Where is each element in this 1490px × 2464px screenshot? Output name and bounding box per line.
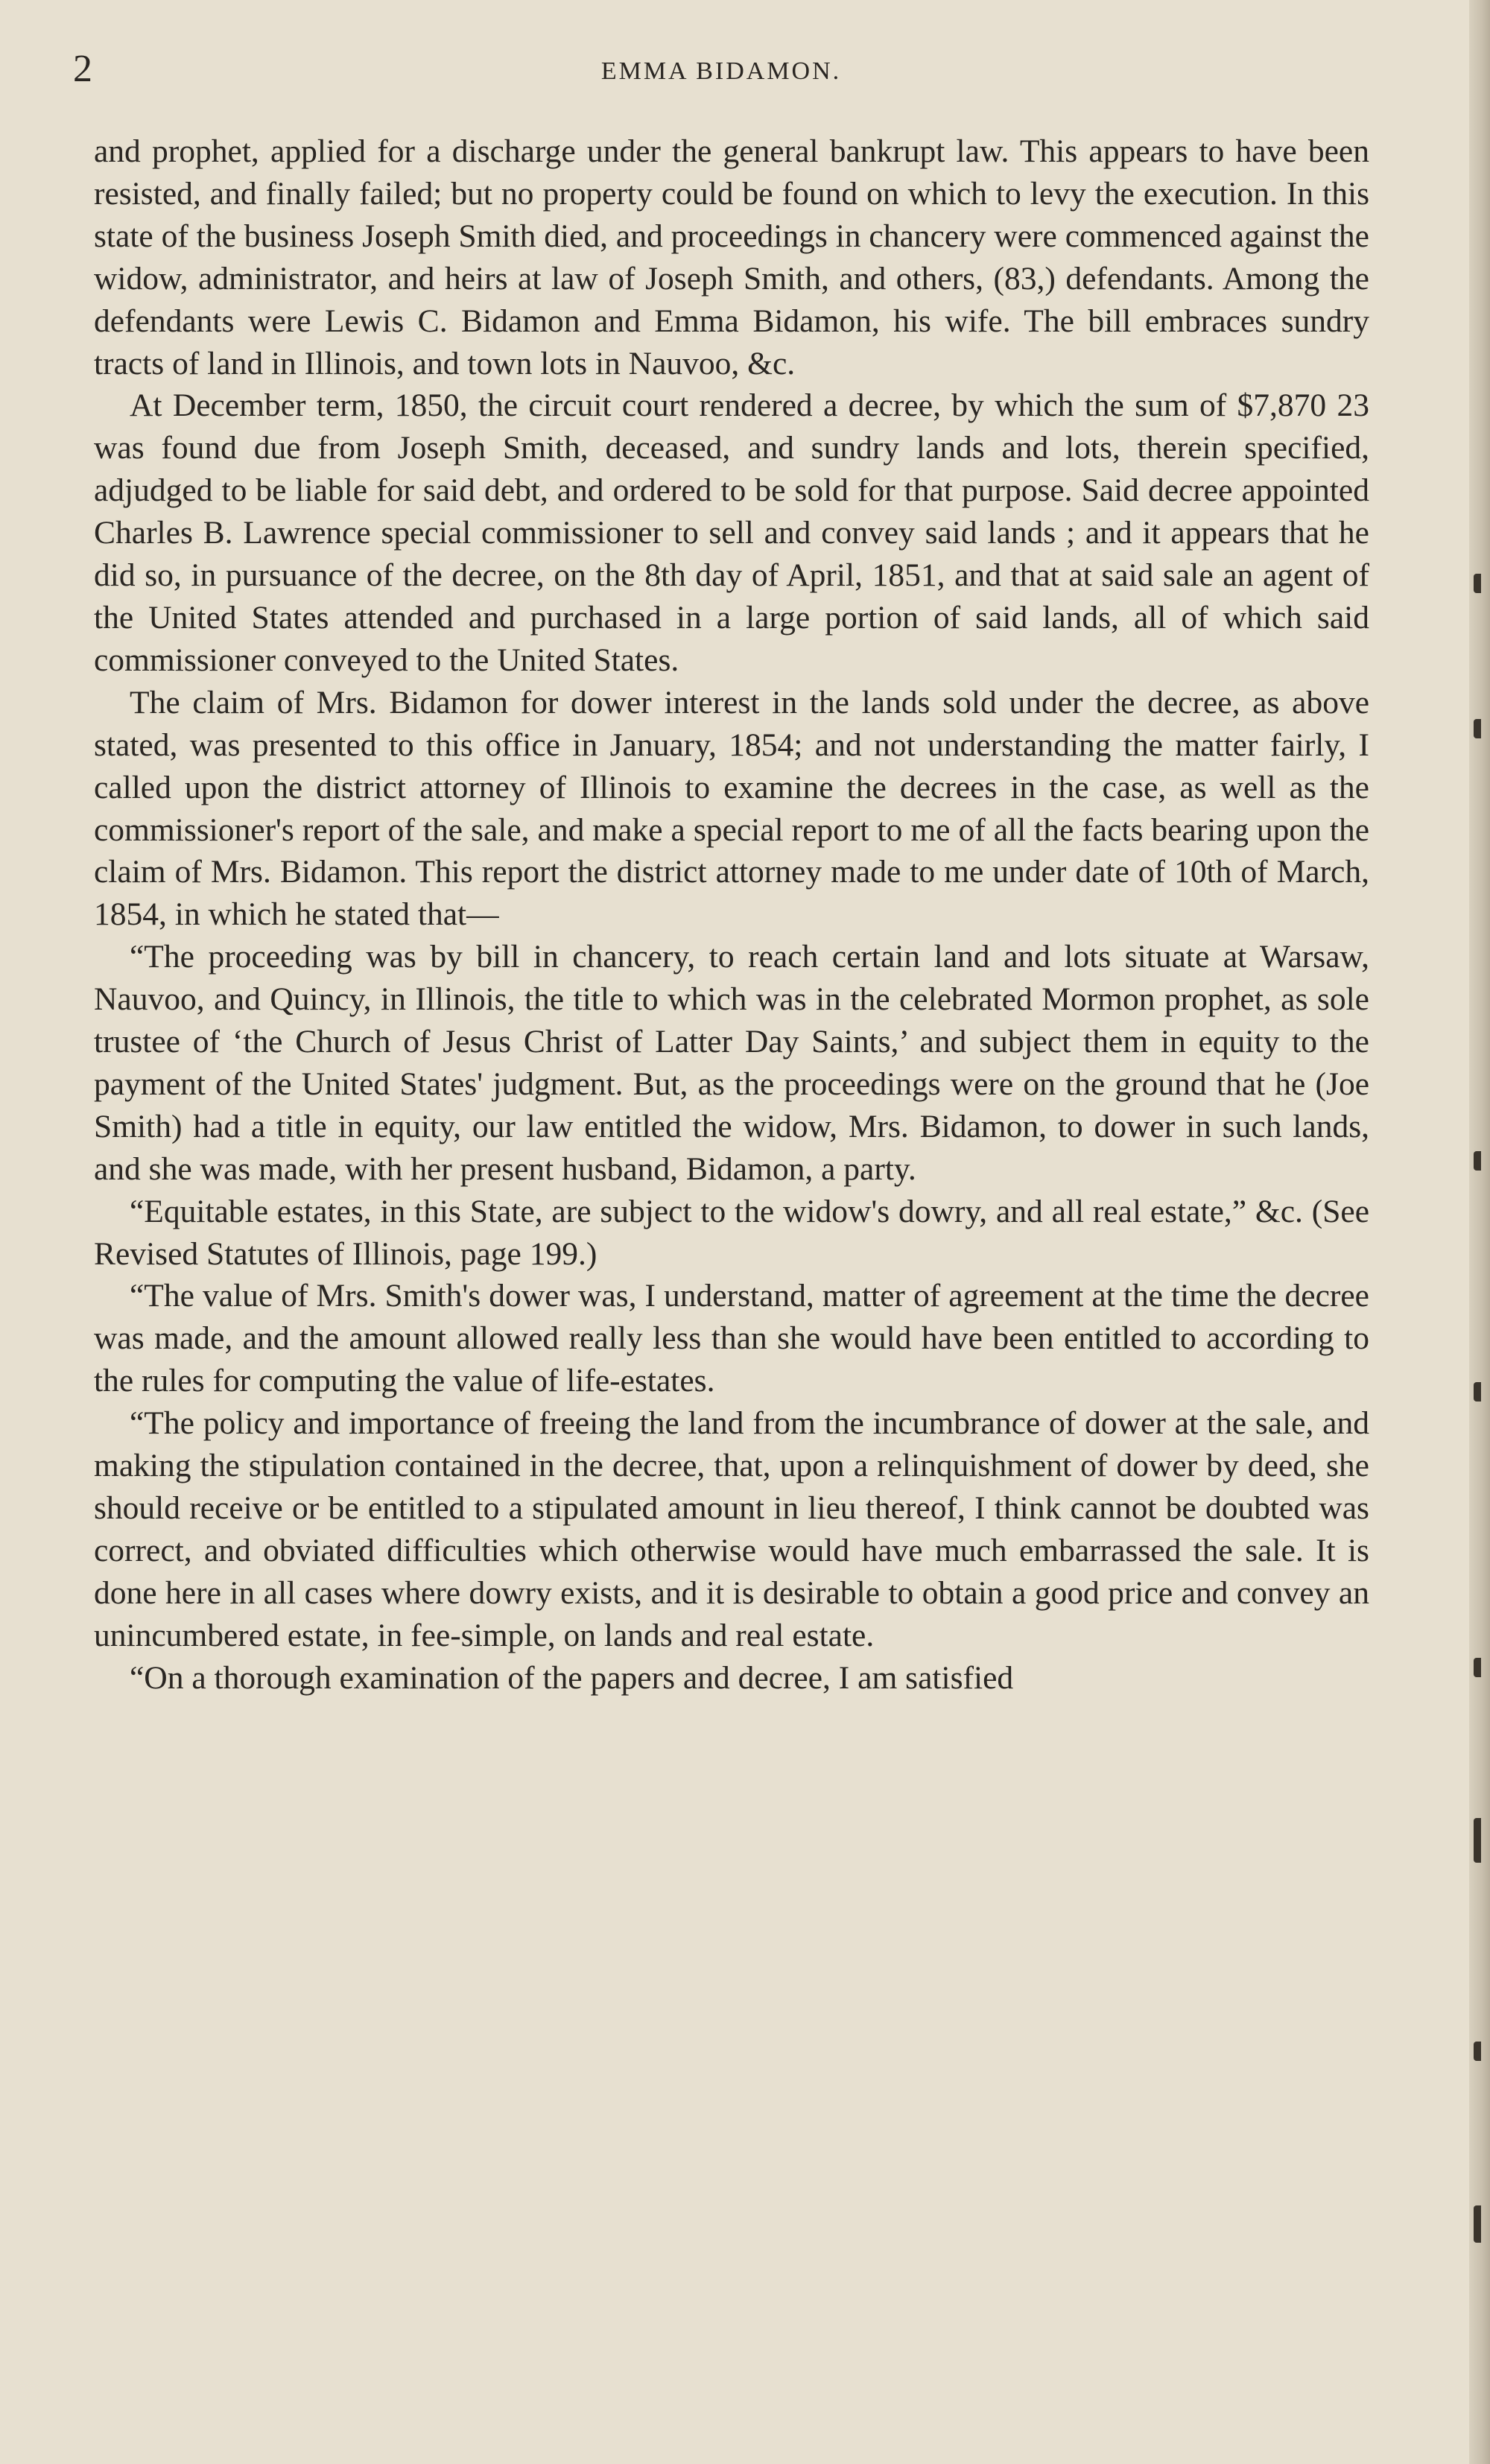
running-title: EMMA BIDAMON. (600, 57, 842, 85)
page-edge (1469, 0, 1490, 2464)
page-number: 2 (73, 48, 92, 90)
body-text (94, 130, 1369, 1700)
page-header (73, 43, 1369, 95)
page-edge-mark (1474, 719, 1481, 738)
page-edge-mark (1474, 574, 1481, 593)
page-edge-mark (1474, 1818, 1481, 1863)
paragraph: The claim of Mrs. Bidamon for dower interest in the lands sold under the decree, as above stated, was presented to this office in January, 1854; and not understanding the matter fairly, I called upon the district attorney of Illinois to examine the decrees in the case, as well as the commissioner's report of the sale, and make a special report to me of all the facts bearing upon the claim of Mrs. Bidamon. This report the district attorney made to me under date of 10th of March, 1854, in which he stated that— (94, 684, 1369, 933)
page-edge-mark (1474, 1151, 1481, 1171)
page-edge-mark (1474, 2205, 1481, 2243)
quoted-paragraph: “Equitable estates, in this State, are subject to the widow's dowry, and all real estate,” &c. (See Revised Statutes of Illinois, page 199.) (94, 1193, 1369, 1272)
page-edge-mark (1474, 2042, 1481, 2061)
paragraph: and prophet, applied for a discharge under the general bankrupt law. This appears to have been resisted, and finally failed; but no property could be found on which to levy the execution. In this state of the business Joseph Smith died, and proceedings in chancery were commenced against the widow, administrator, and heirs at law of Joseph Smith, and others, (83,) defendants. Among the defendants were Lewis C. Bidamon and Emma Bidamon, his wife. The bill embraces sundry tracts of land in Illinois, and town lots in Nauvoo, &c. (94, 133, 1369, 381)
quoted-paragraph: “The proceeding was by bill in chancery, to reach certain land and lots situate at Warsaw, Nauvoo, and Quincy, in Illinois, the title to which was in the celebrated Mormon prophet, as sole trustee of ‘the Church of Jesus Christ of Latter Day Saints,’ and subject them in equity to the payment of the United States' judgment. But, as the proceedings were on the ground that he (Joe Smith) had a title in equity, our law entitled the widow, Mrs. Bidamon, to dower in such lands, and she was made, with her present husband, Bidamon, a party. (94, 939, 1369, 1187)
quoted-paragraph: “The value of Mrs. Smith's dower was, I understand, matter of agreement at the time the decree was made, and the amount allowed really less than she would have been entitled to according to the rules for computing the value of life-estates. (94, 1278, 1369, 1399)
page-edge-mark (1474, 1658, 1481, 1677)
page-edge-mark (1474, 1382, 1481, 1402)
quoted-paragraph: “The policy and importance of freeing the land from the incumbrance of dower at the sale, and making the stipulation contained in the decree, that, upon a relinquishment of dower by deed, she should receive or be entitled to a stipulated amount in lieu thereof, I think cannot be doubted was correct, and obviated difficulties which otherwise would have much embarrassed the sale. It is done here in all cases where dowry exists, and it is desirable to obtain a good price and convey an unincumbered estate, in fee-simple, on lands and real estate. (94, 1405, 1369, 1653)
quoted-paragraph: “On a thorough examination of the papers and decree, I am satisfied (130, 1659, 1014, 1696)
paragraph: At December term, 1850, the circuit court rendered a decree, by which the sum of $7,870 23 was found due from Joseph Smith, deceased, and sundry lands and lots, therein specified, adjudged to be liable for said debt, and ordered to be sold for that purpose. Said decree appointed Charles B. Lawrence special commissioner to sell and convey said lands ; and it appears that he did so, in pursuance of the decree, on the 8th day of April, 1851, and that at said sale an agent of the United States attended and purchased in a large portion of said lands, all of which said commissioner conveyed to the United States. (94, 387, 1369, 678)
